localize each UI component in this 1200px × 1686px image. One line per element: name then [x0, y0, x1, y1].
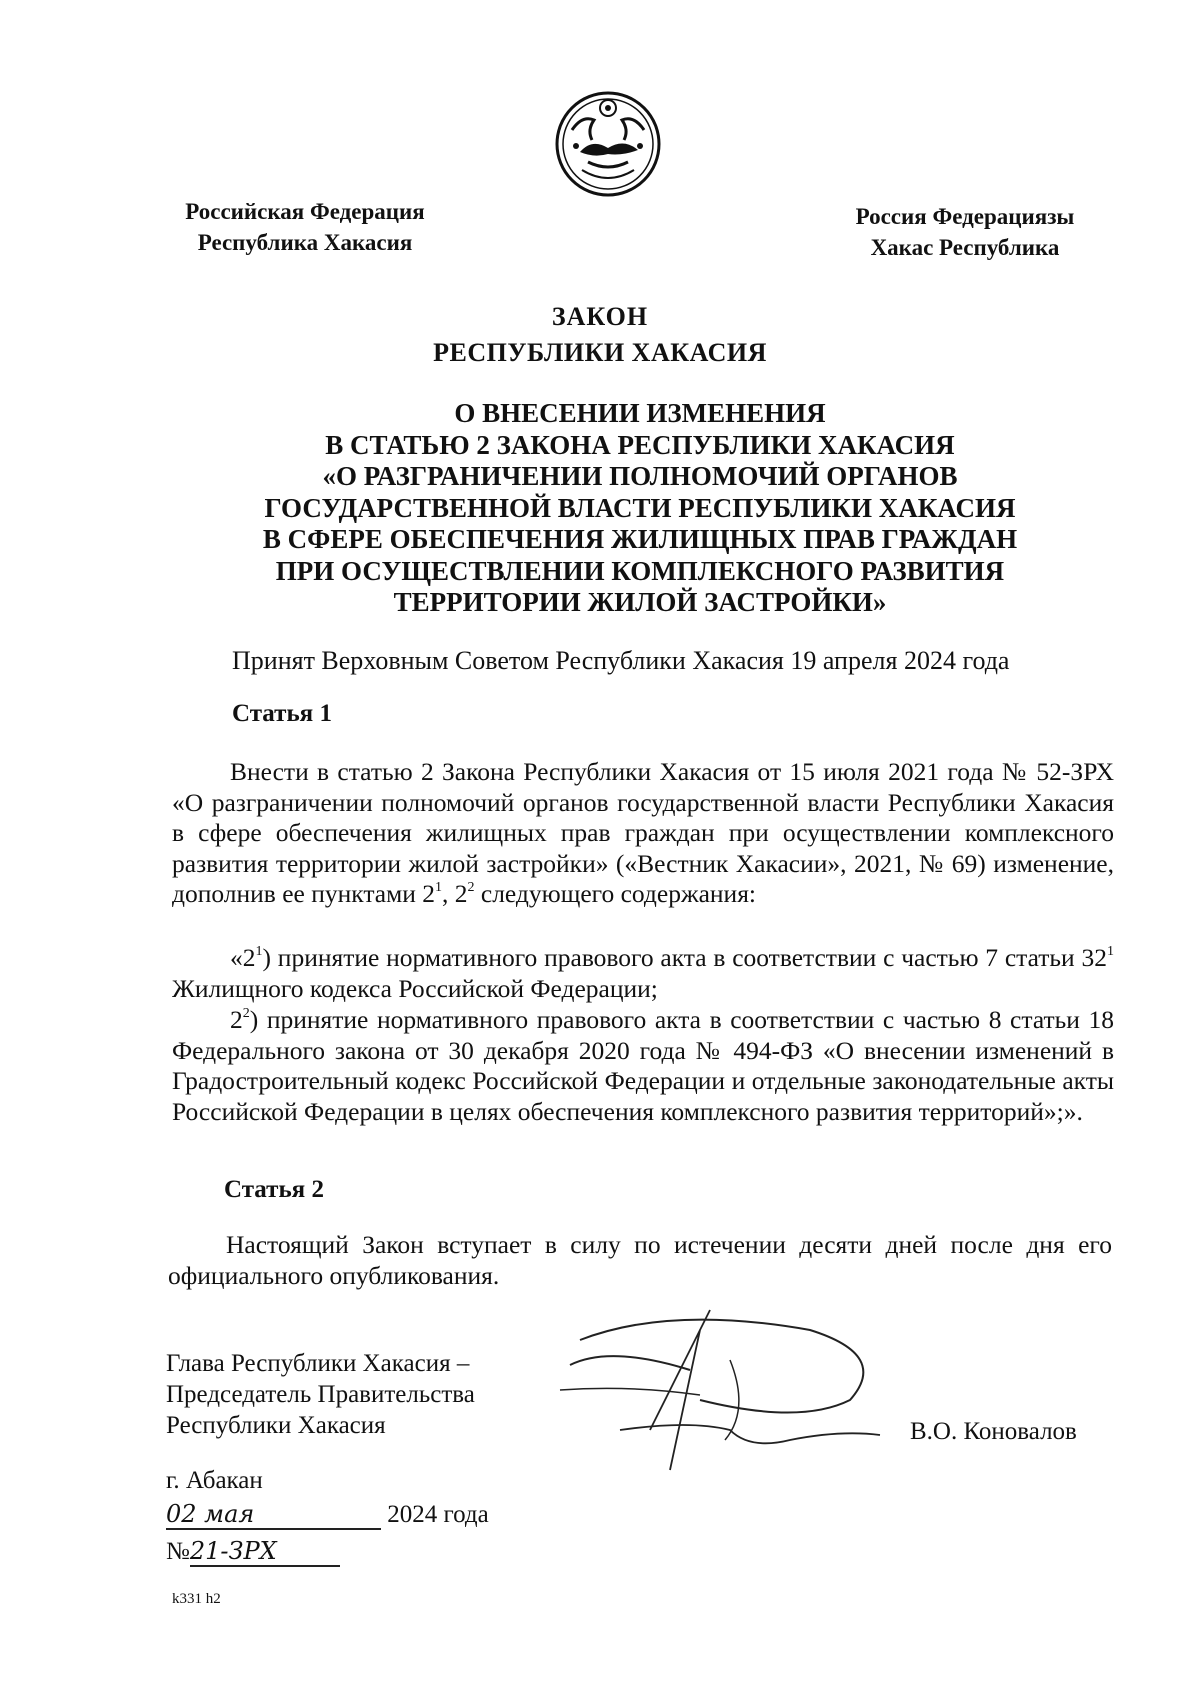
header-right-line1: Россия Федерациязы: [855, 204, 1075, 229]
subject-line: ТЕРРИТОРИИ ЖИЛОЙ ЗАСТРОЙКИ»: [393, 587, 887, 617]
item-text-end: Жилищного кодекса Российской Федерации;: [172, 973, 658, 1003]
point-number: 2: [454, 879, 468, 909]
superscript: 1: [435, 879, 443, 895]
handwritten-signature: [550, 1300, 910, 1485]
law-issuer: РЕСПУБЛИКИ ХАКАСИЯ: [433, 338, 767, 367]
subject-line: В СТАТЬЮ 2 ЗАКОНА РЕСПУБЛИКИ ХАКАСИЯ: [325, 429, 955, 460]
article-1-intro-text: Внести в статью 2 Закона Республики Хакасия от 15 июля 2021 года № 52-ЗРХ «О разграничении полномочий органов государственной власти Республики Хакасия в сфере обеспечения жилищных прав граждан при осуществлении комплексного развития территории жилой застройки» («Вестник Хакасии», 2021, № 69) изменение, дополнив ее пунктами: [172, 757, 1114, 909]
subject-line: В СФЕРЕ ОБЕСПЕЧЕНИЯ ЖИЛИЩНЫХ ПРАВ ГРАЖДАН: [262, 524, 1018, 554]
header-left-line1: Российская Федерация: [185, 199, 425, 224]
law-subject: [230, 398, 1050, 619]
superscript: 2: [242, 1005, 250, 1021]
article-2-heading: Статья 2: [224, 1176, 324, 1203]
article-1-intro: [172, 757, 1114, 910]
signatory-title: [166, 1348, 536, 1441]
city: г. Абакан: [166, 1467, 263, 1494]
number-label: №: [166, 1538, 190, 1565]
header-right: [840, 201, 1090, 263]
article-1-intro-end: следующего содержания:: [480, 879, 757, 909]
signatory-line: Председатель Правительства: [166, 1381, 475, 1408]
article-1-item-1: [172, 943, 1114, 1004]
handwritten-number: 21-ЗРХ: [190, 1537, 340, 1567]
superscript: 2: [467, 879, 475, 895]
item-text: ) принятие нормативного правового акта в соответствии с частью 7 статьи 32: [262, 943, 1107, 972]
article-1-item-2: [172, 1005, 1114, 1127]
item-text: ) принятие нормативного правового акта в соответствии с частью 8 статьи 18 Федерального закона от 30 декабря 2020 года № 494-ФЗ «О внесении изменений в Градостроительный кодекс Российской Федерации и отдельные законодательные акты Российской Федерации в целях обеспечения комплексного развития территорий»;».: [172, 1005, 1114, 1126]
signatory-line: Глава Республики Хакасия –: [166, 1350, 470, 1377]
law-title: ЗАКОН: [551, 302, 649, 331]
signatory-line: Республики Хакасия: [166, 1412, 386, 1439]
subject-line: О ВНЕСЕНИИ ИЗМЕНЕНИЯ: [454, 398, 826, 428]
header-left: [170, 196, 440, 258]
header-right-line2: Хакас Республика: [870, 235, 1060, 260]
header-left-line2: Республика Хакасия: [197, 230, 413, 255]
article-2-text: Настоящий Закон вступает в силу по истечении десяти дней после дня его официального опубликования.: [168, 1230, 1112, 1290]
article-1-heading: Статья 1: [232, 700, 332, 727]
number-line: [166, 1537, 340, 1567]
item-number: «2: [230, 943, 256, 972]
superscript: 1: [1107, 943, 1114, 959]
date-line: [166, 1500, 489, 1530]
subject-line: ПРИ ОСУЩЕСТВЛЕНИИ КОМПЛЕКСНОГО РАЗВИТИЯ: [275, 555, 1005, 586]
year: 2024 года: [387, 1501, 489, 1528]
signatory-name: В.О. Коновалов: [910, 1418, 1077, 1445]
document-code: k331 h2: [172, 1591, 221, 1607]
republic-emblem: [552, 90, 664, 198]
subject-line: ГОСУДАРСТВЕННОЙ ВЛАСТИ РЕСПУБЛИКИ ХАКАСИЯ: [264, 492, 1016, 523]
item-number: 2: [230, 1005, 243, 1034]
handwritten-date: 02 мая: [166, 1500, 381, 1530]
superscript: 1: [255, 943, 263, 959]
subject-line: «О РАЗГРАНИЧЕНИИ ПОЛНОМОЧИЙ ОРГАНОВ: [322, 461, 958, 491]
separator: ,: [442, 879, 449, 909]
adoption-note: Принят Верховным Советом Республики Хакасия 19 апреля 2024 года: [232, 646, 1010, 675]
point-number: 2: [422, 879, 436, 909]
